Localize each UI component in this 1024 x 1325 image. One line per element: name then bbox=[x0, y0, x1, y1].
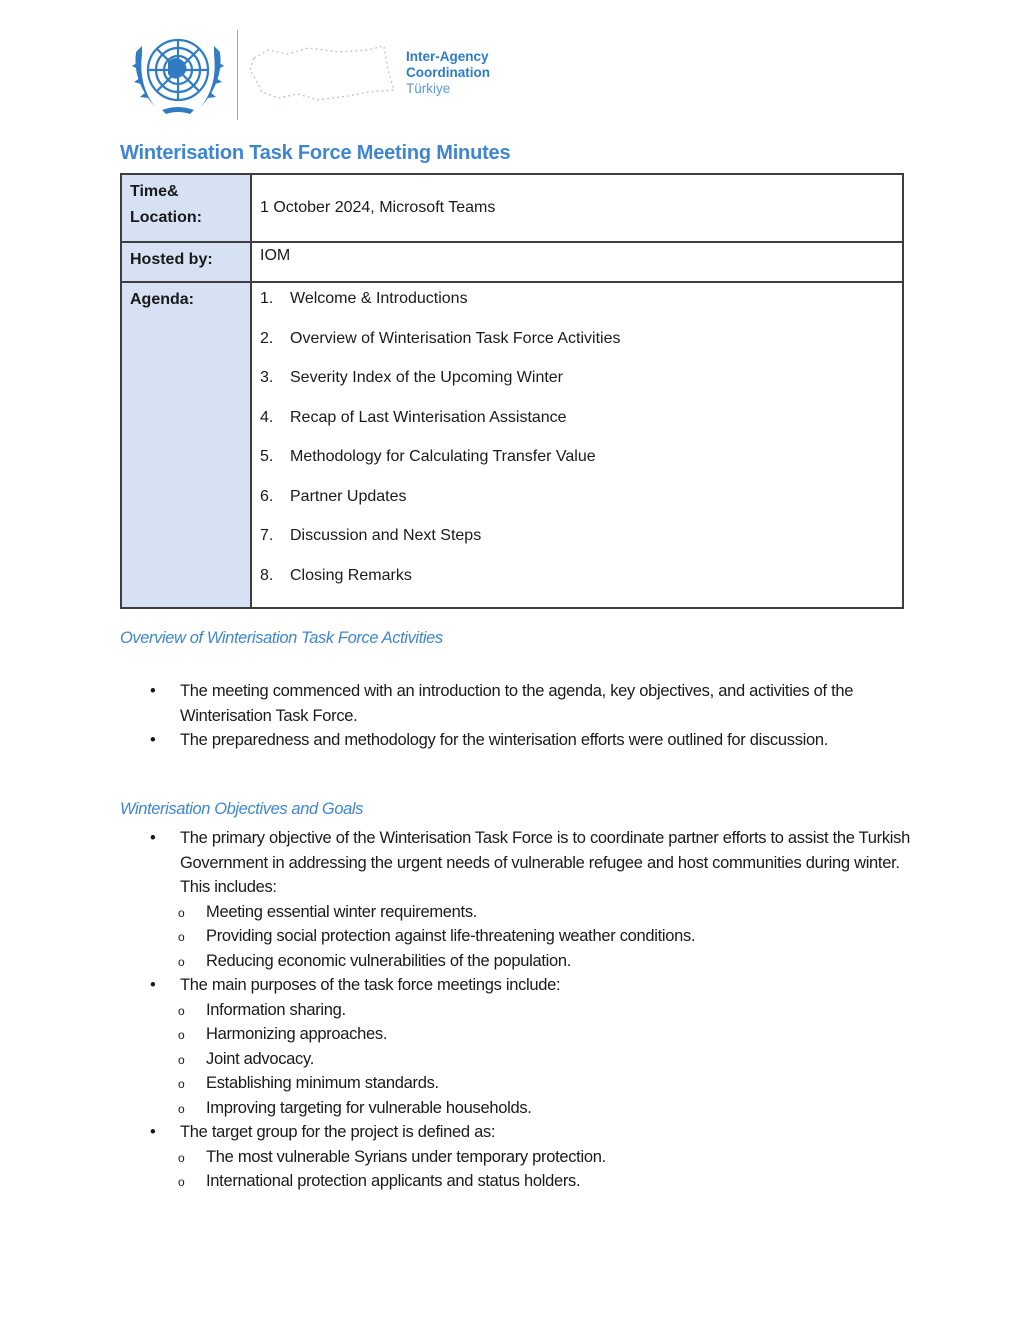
bullet-item bbox=[146, 826, 911, 973]
agenda-number: 4. bbox=[260, 408, 274, 426]
circle-bullet-icon: o bbox=[178, 954, 185, 969]
agenda-label: Agenda: bbox=[121, 282, 251, 608]
agenda-list bbox=[260, 287, 894, 603]
sub-bullet-text: Information sharing. bbox=[206, 1000, 346, 1019]
sub-bullet-item bbox=[146, 1071, 911, 1096]
sub-bullet-list bbox=[146, 998, 911, 1121]
un-emblem-icon bbox=[128, 32, 228, 118]
agenda-number: 7. bbox=[260, 527, 274, 544]
agenda-number: 8. bbox=[260, 566, 274, 584]
bullet-item bbox=[146, 1120, 911, 1194]
sub-bullet-list bbox=[146, 900, 911, 974]
sub-bullet-item bbox=[146, 1169, 911, 1194]
sub-bullet-text: Reducing economic vulnerabilities of the population. bbox=[206, 951, 572, 970]
overview-bullet-list bbox=[146, 679, 911, 753]
bullet-text: The preparedness and methodology for the winterisation efforts were outlined for discussion. bbox=[180, 731, 829, 749]
circle-bullet-icon: o bbox=[178, 1101, 185, 1116]
bullet-item bbox=[146, 973, 911, 1120]
bullet-text: The meeting commenced with an introduction to the agenda, key objectives, and activities of the Winterisation Task Force. bbox=[180, 682, 854, 725]
meeting-info-table bbox=[120, 173, 904, 609]
agenda-text: Welcome & Introductions bbox=[290, 290, 468, 307]
agenda-number: 2. bbox=[260, 329, 274, 347]
bullet-icon: • bbox=[150, 1123, 156, 1141]
agenda-text: Severity Index of the Upcoming Winter bbox=[290, 369, 564, 386]
agenda-text: Discussion and Next Steps bbox=[290, 527, 482, 544]
sub-bullet-text: Meeting essential winter requirements. bbox=[206, 902, 478, 921]
sub-bullet-item bbox=[146, 998, 911, 1023]
sub-bullet-text: Harmonizing approaches. bbox=[206, 1025, 388, 1043]
agenda-row bbox=[121, 282, 903, 608]
agenda-number: 1. bbox=[260, 290, 274, 307]
section-heading-overview: Overview of Winterisation Task Force Activities bbox=[120, 629, 443, 647]
time-location-row bbox=[121, 174, 903, 242]
agenda-text: Recap of Last Winterisation Assistance bbox=[290, 408, 567, 426]
agenda-number: 3. bbox=[260, 369, 274, 386]
document-title: Winterisation Task Force Meeting Minutes bbox=[120, 142, 511, 164]
sub-bullet-item bbox=[146, 1022, 911, 1047]
agenda-item bbox=[260, 524, 894, 564]
bullet-item bbox=[146, 679, 911, 728]
agenda-item bbox=[260, 485, 894, 525]
sub-bullet-item bbox=[146, 924, 911, 949]
bullet-icon: • bbox=[150, 682, 156, 700]
agenda-item bbox=[260, 406, 894, 446]
inter-agency-coordination-logo-text bbox=[406, 49, 490, 97]
bullet-icon: • bbox=[150, 731, 156, 749]
agenda-text: Partner Updates bbox=[290, 487, 407, 505]
bullet-text: The target group for the project is defined as: bbox=[180, 1123, 496, 1141]
sub-bullet-item bbox=[146, 1047, 911, 1072]
time-location-label: Time& Location: bbox=[121, 174, 251, 242]
sub-bullet-list bbox=[146, 1145, 911, 1194]
bullet-item bbox=[146, 728, 911, 753]
sub-bullet-item bbox=[146, 949, 911, 974]
agenda-number: 6. bbox=[260, 487, 274, 505]
bullet-icon: • bbox=[150, 829, 156, 847]
hosted-by-label: Hosted by: bbox=[121, 242, 251, 282]
sub-bullet-text: Improving targeting for vulnerable households. bbox=[206, 1098, 532, 1117]
section-heading-objectives: Winterisation Objectives and Goals bbox=[120, 800, 364, 818]
circle-bullet-icon: o bbox=[178, 1150, 185, 1165]
agenda-item bbox=[260, 327, 894, 367]
sub-bullet-text: Joint advocacy. bbox=[206, 1049, 315, 1068]
agenda-number: 5. bbox=[260, 448, 274, 465]
circle-bullet-icon: o bbox=[178, 1052, 185, 1067]
sub-bullet-item bbox=[146, 1096, 911, 1121]
sub-bullet-text: Establishing minimum standards. bbox=[206, 1074, 439, 1092]
time-location-value: 1 October 2024, Microsoft Teams bbox=[251, 174, 903, 242]
sub-bullet-text: International protection applicants and status holders. bbox=[206, 1172, 581, 1190]
bullet-icon: • bbox=[150, 976, 156, 994]
circle-bullet-icon: o bbox=[178, 1175, 185, 1189]
org-line-1: Inter-Agency bbox=[406, 49, 489, 64]
circle-bullet-icon: o bbox=[178, 930, 185, 944]
bullet-text: The primary objective of the Winterisation Task Force is to coordinate partner efforts to assist the Turkish Government in addressing the urgent needs of vulnerable refugee and host communities during winter. This includes: bbox=[180, 829, 910, 896]
objectives-bullet-list bbox=[146, 826, 911, 1194]
turkiye-map-outline-icon bbox=[248, 40, 398, 106]
circle-bullet-icon: o bbox=[178, 905, 185, 920]
sub-bullet-text: Providing social protection against life-threatening weather conditions. bbox=[206, 927, 696, 945]
circle-bullet-icon: o bbox=[178, 1003, 185, 1018]
org-line-3: Türkiye bbox=[406, 81, 451, 96]
hosted-by-value: IOM bbox=[251, 242, 903, 282]
sub-bullet-text: The most vulnerable Syrians under temporary protection. bbox=[206, 1147, 606, 1166]
agenda-item bbox=[260, 445, 894, 485]
agenda-text: Closing Remarks bbox=[290, 566, 412, 584]
document-header bbox=[128, 28, 528, 123]
agenda-value bbox=[251, 282, 903, 608]
agenda-text: Overview of Winterisation Task Force Activities bbox=[290, 329, 621, 347]
sub-bullet-item bbox=[146, 900, 911, 925]
header-divider bbox=[237, 30, 238, 120]
org-line-2: Coordination bbox=[406, 65, 490, 80]
agenda-item bbox=[260, 366, 894, 406]
circle-bullet-icon: o bbox=[178, 1077, 185, 1091]
agenda-item bbox=[260, 287, 894, 327]
agenda-text: Methodology for Calculating Transfer Value bbox=[290, 448, 596, 465]
bullet-text: The main purposes of the task force meetings include: bbox=[180, 976, 561, 994]
sub-bullet-item bbox=[146, 1145, 911, 1170]
circle-bullet-icon: o bbox=[178, 1028, 185, 1042]
agenda-item bbox=[260, 564, 894, 604]
hosted-by-row bbox=[121, 242, 903, 282]
